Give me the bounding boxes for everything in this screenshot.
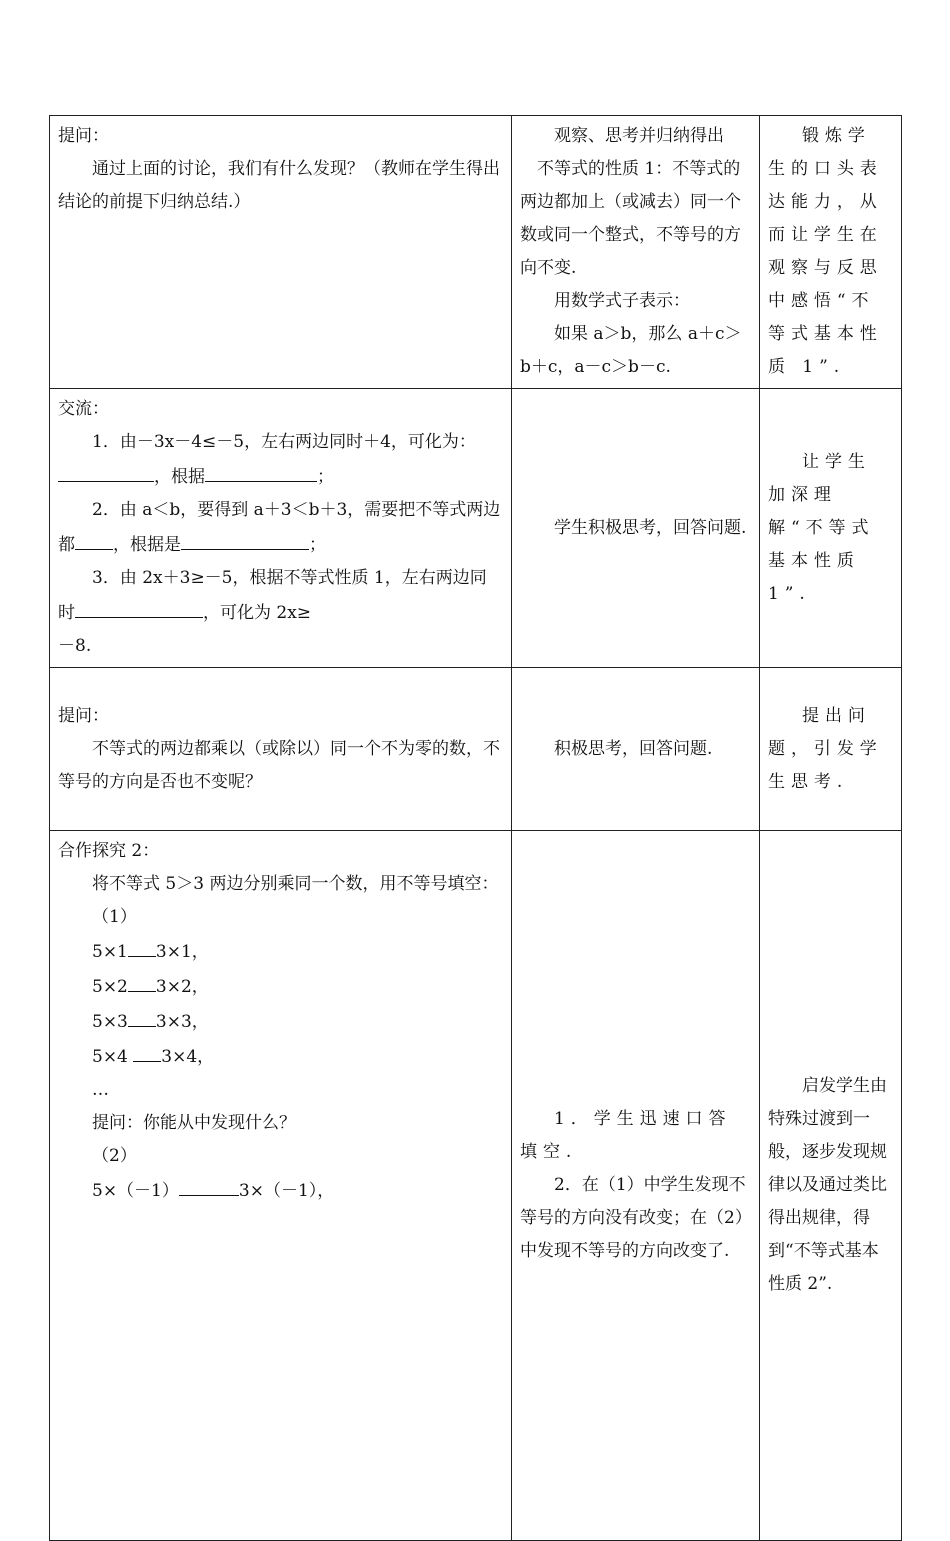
answer-blank[interactable]	[128, 1004, 156, 1027]
answer-blank[interactable]	[205, 459, 317, 482]
answer-blank[interactable]	[75, 595, 203, 618]
table-row	[50, 116, 902, 389]
part-label: （1）	[92, 907, 137, 927]
exercise-item	[58, 494, 503, 562]
purpose-cell	[760, 389, 902, 668]
equation-row	[58, 1004, 503, 1039]
ellipsis: …	[92, 1080, 109, 1100]
cell-body: 通过上面的讨论，我们有什么发现？（教师在学生得出结论的前提下归纳总结.）	[58, 159, 500, 212]
table-row	[50, 831, 902, 1541]
student-text: 2．在（1）中学生发现不等号的方向没有改变；在（2）中发现不等号的方向改变了.	[520, 1175, 746, 1261]
student-text: 积极思考，回答问题.	[554, 738, 713, 759]
exercise-text: ，根据是	[113, 535, 181, 555]
equation-row	[58, 969, 503, 1004]
exercise-text: －8.	[58, 636, 92, 656]
student-text: 不等式的性质 1：不等式的两边都加上（或减去）同一个数或同一个整式，不等号的方向不变.	[520, 159, 741, 278]
equation-right: 3×3，	[155, 1012, 209, 1032]
purpose-text: 提出问题，引发学生思考.	[768, 705, 883, 792]
activity-cell	[50, 831, 512, 1541]
cell-heading: 合作探究 2：	[58, 841, 160, 861]
equation-right: 3×2，	[155, 977, 209, 997]
exercise-text: ，根据	[154, 467, 205, 487]
table-row	[50, 389, 902, 668]
exercise-text: ；	[317, 467, 334, 487]
equation-right: 3×（－1），	[238, 1181, 335, 1201]
cell-heading: 提问：	[58, 705, 109, 726]
equation-left: 5×4	[92, 1047, 134, 1067]
equation-row	[58, 1173, 503, 1208]
exercise-text: 2．由 a＜b，要得到 a＋3＜b＋3，需要把不等式两边都	[58, 500, 501, 555]
purpose-text: 锻炼学生的口头表达能力，从而让学生在观察与反思中感悟“不等式基本性质 1”.	[768, 126, 883, 377]
purpose-text: 让学生加深理解“不等式基本性质 1”.	[768, 451, 875, 604]
answer-blank[interactable]	[58, 459, 154, 482]
equation-left: 5×1	[92, 942, 128, 962]
student-text: 如果 a＞b，那么 a＋c＞b＋c，a－c＞b－c.	[520, 324, 742, 377]
cell-body: 将不等式 5＞3 两边分别乘同一个数，用不等号填空：	[92, 874, 499, 894]
student-cell	[512, 389, 760, 668]
student-cell	[512, 831, 760, 1541]
purpose-cell	[760, 116, 902, 389]
equation-left: 5×2	[92, 977, 128, 997]
student-text: 1．学生迅速口答填空.	[520, 1109, 732, 1162]
equation-left: 5×3	[92, 1012, 128, 1032]
activity-cell	[50, 668, 512, 831]
answer-blank[interactable]	[128, 934, 156, 957]
activity-cell	[50, 116, 512, 389]
part-label: （2）	[92, 1146, 137, 1166]
cell-body: 不等式的两边都乘以（或除以）同一个不为零的数，不等号的方向是否也不变呢？	[58, 738, 500, 792]
exercise-text: 3．由 2x＋3≥－5，根据不等式性质 1，左右两边同时	[58, 568, 487, 623]
student-text: 学生积极思考，回答问题.	[554, 517, 747, 538]
activity-cell	[50, 389, 512, 668]
exercise-text: ，可化为 2x≥	[203, 603, 312, 623]
answer-blank[interactable]	[75, 527, 113, 550]
equation-left: 5×（－1）	[92, 1181, 179, 1201]
exercise-item	[58, 426, 503, 494]
student-cell	[512, 668, 760, 831]
equation-right: 3×1，	[155, 942, 209, 962]
answer-blank[interactable]	[181, 527, 309, 550]
purpose-text: 启发学生由特殊过渡到一般，逐步发现规律以及通过类比得出规律，得到“不等式基本性质 2”.	[768, 1076, 887, 1294]
table-row	[50, 668, 902, 831]
exercise-text: 1．由－3x－4≤－5，左右两边同时＋4，可化为：	[92, 432, 476, 452]
purpose-cell	[760, 668, 902, 831]
answer-blank[interactable]	[128, 969, 156, 992]
cell-body: 提问：你能从中发现什么？	[92, 1113, 296, 1133]
lesson-table	[49, 115, 902, 1541]
equation-row	[58, 1039, 503, 1074]
exercise-text: ；	[309, 535, 326, 555]
equation-row	[58, 934, 503, 969]
cell-heading: 交流：	[58, 399, 109, 419]
equation-right: 3×4，	[161, 1047, 215, 1067]
student-cell	[512, 116, 760, 389]
student-text: 观察、思考并归纳得出	[554, 126, 724, 146]
answer-blank[interactable]	[179, 1173, 239, 1196]
exercise-item	[58, 562, 503, 630]
purpose-cell	[760, 831, 902, 1541]
student-text: 用数学式子表示：	[554, 291, 690, 311]
cell-heading: 提问：	[58, 126, 109, 146]
answer-blank[interactable]	[133, 1039, 161, 1062]
